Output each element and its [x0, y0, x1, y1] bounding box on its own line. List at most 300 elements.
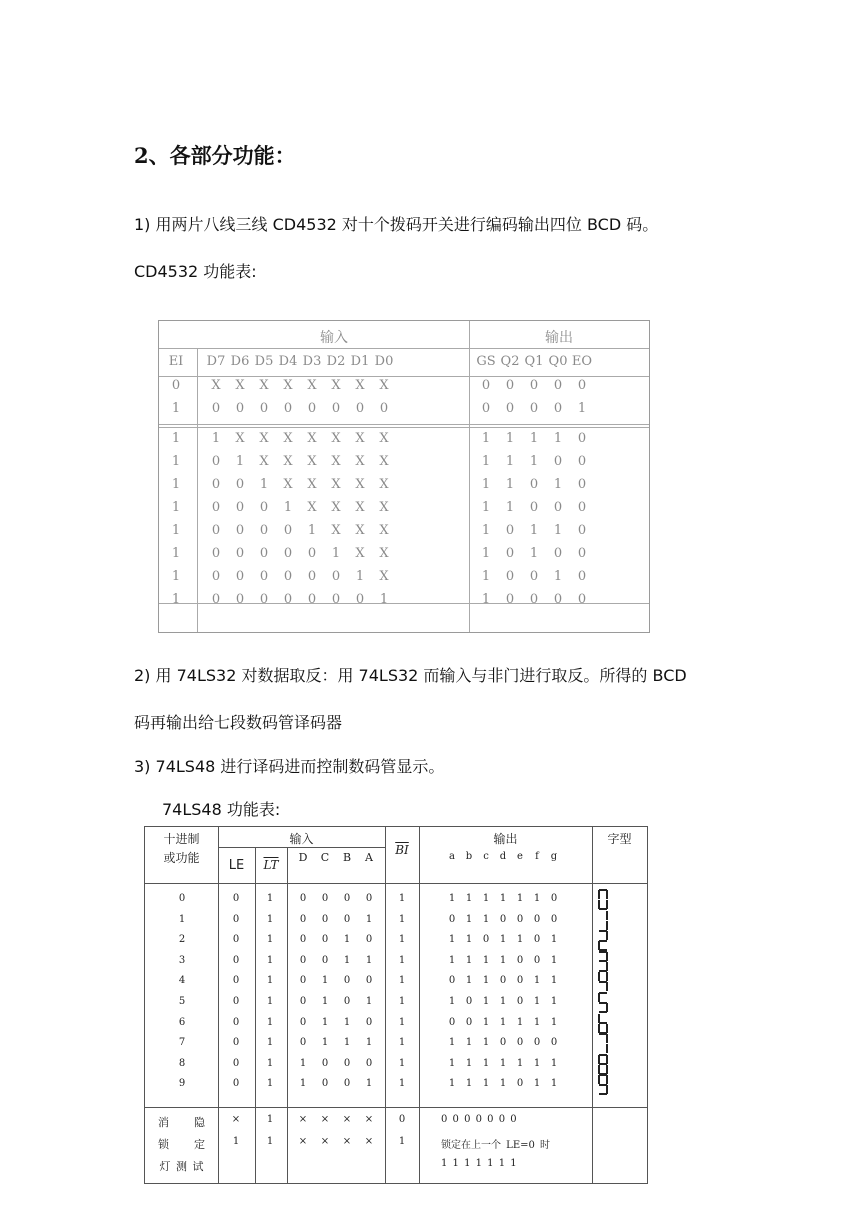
divider: [197, 348, 198, 632]
table-cell: 0: [577, 523, 587, 538]
table-cell: 1: [171, 431, 181, 446]
row-output-bit: 1: [550, 1016, 558, 1028]
table-cell: 0: [529, 592, 539, 607]
table-cell: 1: [553, 569, 563, 584]
row-lt: 1: [266, 893, 274, 904]
divider: [385, 827, 386, 1183]
row-bi: 1: [398, 954, 406, 966]
table-cell: 1: [505, 431, 515, 446]
table-cell: 0: [235, 477, 245, 492]
row-input-bit: 1: [321, 996, 329, 1007]
table-cell: 1: [171, 546, 181, 561]
table-cell: 1: [553, 477, 563, 492]
special-input-bit: ×: [342, 1114, 352, 1125]
row-output-bit: 1: [499, 1016, 507, 1028]
glyph-segment: [598, 890, 600, 899]
table-cell: 1: [283, 500, 293, 515]
row-input-bit: 1: [299, 1057, 307, 1069]
table-cell: 0: [553, 592, 563, 607]
row-output-bit: 1: [482, 1016, 490, 1028]
row-output-bit: 0: [533, 913, 541, 925]
row-output-bit: 1: [465, 1078, 473, 1090]
row-output-bit: 1: [533, 1016, 541, 1028]
special-le: ×: [231, 1114, 241, 1125]
row-output-bit: 1: [465, 1057, 473, 1069]
table-cell: X: [379, 523, 389, 538]
table-cell: 0: [235, 592, 245, 607]
table-cell: 0: [355, 401, 365, 416]
table-cell: 0: [307, 592, 317, 607]
divider: [159, 348, 649, 349]
row-output-bit: 1: [465, 913, 473, 925]
table-cell: 0: [355, 592, 365, 607]
table-cell: 0: [553, 401, 563, 416]
row-bi: 1: [398, 996, 406, 1007]
divider: [255, 847, 256, 1183]
header-glyph: 字型: [607, 832, 632, 846]
row-output-bit: 1: [499, 954, 507, 966]
row-input-bit: 0: [343, 893, 351, 904]
header-segment: f: [535, 851, 539, 862]
row-output-bit: 1: [465, 893, 473, 904]
table-cell: 1: [259, 477, 269, 492]
special-input-bit: ×: [298, 1136, 308, 1147]
digit-glyph: [597, 951, 609, 973]
row-output-bit: 1: [448, 996, 456, 1007]
row-lt: 1: [266, 1016, 274, 1028]
row-input-bit: 0: [365, 1057, 373, 1069]
divider: [218, 827, 219, 1183]
table-cell: 0: [235, 500, 245, 515]
glyph-segment: [599, 960, 607, 962]
table-cell: X: [307, 454, 317, 469]
row-output-bit: 1: [465, 975, 473, 987]
table-cell: X: [259, 431, 269, 446]
section-heading: 2、各部分功能：: [134, 143, 296, 168]
row-le: 0: [232, 1078, 240, 1090]
table-cell: X: [235, 378, 245, 393]
row-output-bit: 0: [516, 996, 524, 1007]
table-cell: 1: [355, 569, 365, 584]
special-func: 灯 测 试: [159, 1160, 205, 1173]
table-cell: 0: [211, 592, 221, 607]
table-cell: 1: [171, 592, 181, 607]
row-le: 0: [232, 913, 240, 925]
row-output-bit: 0: [516, 954, 524, 966]
header-lt: $\overline{LT}$: [263, 858, 279, 872]
row-output-bit: 1: [550, 1078, 558, 1090]
table-cell: X: [379, 378, 389, 393]
row-input-bit: 0: [299, 893, 307, 904]
glyph-segment: [598, 1024, 600, 1033]
table-cell: 0: [283, 569, 293, 584]
table-cell: X: [355, 477, 365, 492]
row-output-bit: 1: [448, 1078, 456, 1090]
row-input-bit: 0: [365, 934, 373, 946]
row-func: 0: [178, 893, 186, 904]
row-output-bit: 0: [533, 934, 541, 946]
table-cell: 1: [529, 546, 539, 561]
table-cell: 0: [235, 523, 245, 538]
row-output-bit: 1: [550, 975, 558, 987]
row-output-bit: 1: [465, 954, 473, 966]
table-cell: 0: [283, 592, 293, 607]
divider: [419, 827, 420, 1183]
table-cell: 1: [553, 431, 563, 446]
special-func: 消 隐: [158, 1116, 206, 1129]
table-cell: 1: [481, 477, 491, 492]
table-cell: 0: [259, 592, 269, 607]
row-lt: 1: [266, 1057, 274, 1069]
row-output-bit: 1: [516, 893, 524, 904]
column-header: D6: [230, 354, 250, 369]
column-header: Q2: [500, 354, 520, 369]
divider: [469, 321, 470, 632]
digit-glyph: [597, 992, 609, 1014]
table-cell: 1: [171, 477, 181, 492]
digit-glyph: [597, 910, 609, 932]
row-le: 0: [232, 893, 240, 904]
table-cell: X: [331, 500, 341, 515]
table-cell: 0: [529, 569, 539, 584]
header-segment: c: [483, 851, 489, 862]
row-lt: 1: [266, 975, 274, 987]
table-cell: 0: [307, 546, 317, 561]
table-cell: X: [283, 477, 293, 492]
special-lt: 1: [266, 1114, 274, 1125]
cd4532-function-table: [158, 320, 650, 633]
glyph-segment: [599, 940, 607, 942]
header-segment: b: [465, 851, 473, 862]
special-output: 1 1 1 1 1 1 1: [441, 1158, 517, 1169]
table-cell: 0: [379, 401, 389, 416]
ls48-function-table: [144, 826, 648, 1184]
row-output-bit: 1: [499, 893, 507, 904]
row-output-bit: 0: [533, 1037, 541, 1049]
table-cell: 0: [235, 401, 245, 416]
glyph-segment: [599, 1063, 607, 1065]
glyph-segment: [599, 1022, 607, 1024]
column-header: D2: [326, 354, 346, 369]
table-cell: X: [355, 546, 365, 561]
table-cell: X: [331, 477, 341, 492]
row-input-bit: 0: [299, 975, 307, 987]
table-cell: 0: [529, 477, 539, 492]
row-output-bit: 1: [465, 1037, 473, 1049]
row-input-bit: 0: [321, 954, 329, 966]
digit-glyph: [597, 930, 609, 952]
digit-glyph: [597, 1054, 609, 1076]
row-input-bit: 0: [343, 996, 351, 1007]
table-cell: X: [331, 454, 341, 469]
row-output-bit: 1: [533, 975, 541, 987]
row-lt: 1: [266, 954, 274, 966]
row-output-bit: 0: [516, 1078, 524, 1090]
row-output-bit: 1: [533, 996, 541, 1007]
glyph-segment: [599, 981, 607, 983]
table-cell: 0: [577, 431, 587, 446]
row-output-bit: 1: [448, 934, 456, 946]
table-cell: X: [211, 378, 221, 393]
table-cell: 0: [235, 569, 245, 584]
special-func: 锁 定: [158, 1138, 206, 1151]
row-input-bit: 0: [299, 934, 307, 946]
header-input-bit: C: [320, 851, 330, 864]
divider: [159, 376, 649, 377]
divider: [592, 827, 593, 1183]
row-output-bit: 1: [448, 1057, 456, 1069]
header-segment: g: [550, 851, 558, 862]
table-cell: 0: [211, 401, 221, 416]
row-input-bit: 1: [343, 1037, 351, 1049]
table-cell: X: [379, 477, 389, 492]
row-le: 0: [232, 954, 240, 966]
header-input-bit: D: [298, 851, 308, 864]
table-cell: X: [307, 500, 317, 515]
table-cell: X: [259, 454, 269, 469]
row-input-bit: 1: [365, 1037, 373, 1049]
table-cell: X: [331, 378, 341, 393]
column-header: D1: [350, 354, 370, 369]
table-cell: 0: [283, 546, 293, 561]
column-header: Q0: [548, 354, 568, 369]
table-cell: 0: [235, 546, 245, 561]
table-cell: 1: [481, 431, 491, 446]
row-output-bit: 0: [465, 996, 473, 1007]
row-input-bit: 0: [343, 1078, 351, 1090]
divider: [145, 1107, 647, 1108]
table-cell: 0: [307, 569, 317, 584]
row-bi: 1: [398, 913, 406, 925]
row-lt: 1: [266, 1037, 274, 1049]
row-output-bit: 1: [482, 996, 490, 1007]
column-header: EI: [168, 354, 184, 369]
row-output-bit: 0: [482, 934, 490, 946]
special-input-bit: ×: [298, 1114, 308, 1125]
divider: [159, 427, 649, 428]
table-cell: 0: [553, 500, 563, 515]
row-bi: 1: [398, 1078, 406, 1090]
table-cell: 1: [481, 500, 491, 515]
divider: [218, 847, 385, 848]
row-input-bit: 0: [299, 954, 307, 966]
table-cell: 0: [259, 523, 269, 538]
header-input-bit: A: [365, 851, 373, 864]
row-input-bit: 0: [365, 975, 373, 987]
digit-glyph: [597, 1033, 609, 1055]
header-input-bit: B: [342, 851, 352, 864]
row-output-bit: 1: [499, 1057, 507, 1069]
table-cell: 1: [171, 401, 181, 416]
glyph-segment: [599, 1084, 607, 1086]
header-input: 输入: [289, 832, 314, 846]
column-header: D4: [278, 354, 298, 369]
row-lt: 1: [266, 913, 274, 925]
row-le: 0: [232, 996, 240, 1007]
table-cell: 0: [171, 378, 181, 393]
row-func: 5: [178, 996, 186, 1007]
row-output-bit: 1: [465, 934, 473, 946]
glyph-segment: [606, 921, 608, 930]
table-cell: 0: [553, 454, 563, 469]
row-output-bit: 0: [499, 975, 507, 987]
header-func-line2: 或功能: [163, 851, 200, 865]
digit-glyph: [597, 971, 609, 993]
table-cell: 1: [529, 523, 539, 538]
paragraph-1: 1) 用两片八线三线 CD4532 对十个拨码开关进行编码输出四位 BCD 码。: [134, 215, 659, 234]
row-output-bit: 0: [516, 1037, 524, 1049]
table-cell: X: [331, 523, 341, 538]
row-input-bit: 1: [343, 934, 351, 946]
group-header-input: 输入: [320, 330, 348, 346]
table-cell: 0: [505, 546, 515, 561]
header-segment: e: [517, 851, 523, 862]
table-cell: 0: [577, 546, 587, 561]
row-output-bit: 1: [533, 1078, 541, 1090]
glyph-segment: [599, 1002, 607, 1004]
row-le: 0: [232, 1057, 240, 1069]
divider: [287, 847, 288, 1183]
digit-glyph: [597, 1074, 609, 1096]
table-cell: 1: [379, 592, 389, 607]
column-header: GS: [476, 354, 496, 369]
row-output-bit: 0: [448, 1016, 456, 1028]
table-cell: X: [379, 431, 389, 446]
digit-glyph: [597, 889, 609, 911]
row-func: 7: [178, 1037, 186, 1049]
row-func: 9: [178, 1078, 186, 1090]
table-cell: 0: [505, 401, 515, 416]
table-cell: 1: [481, 569, 491, 584]
table-cell: 0: [505, 592, 515, 607]
row-output-bit: 1: [482, 1078, 490, 1090]
table-cell: 1: [505, 454, 515, 469]
table-cell: 1: [171, 500, 181, 515]
header-segment: d: [499, 851, 507, 862]
table-cell: 0: [505, 569, 515, 584]
table-cell: 1: [529, 454, 539, 469]
row-output-bit: 1: [482, 975, 490, 987]
row-output-bit: 0: [499, 913, 507, 925]
table-cell: X: [331, 431, 341, 446]
cd4532-caption: CD4532 功能表:: [134, 262, 257, 281]
special-bi: 0: [398, 1114, 406, 1125]
row-le: 0: [232, 1016, 240, 1028]
table-cell: 0: [331, 569, 341, 584]
glyph-segment: [598, 1065, 600, 1074]
row-output-bit: 0: [550, 893, 558, 904]
row-output-bit: 0: [533, 954, 541, 966]
table-cell: X: [307, 431, 317, 446]
row-input-bit: 0: [299, 1037, 307, 1049]
row-lt: 1: [266, 934, 274, 946]
row-input-bit: 1: [365, 1078, 373, 1090]
row-lt: 1: [266, 996, 274, 1007]
row-bi: 1: [398, 1037, 406, 1049]
row-output-bit: 1: [482, 1037, 490, 1049]
glyph-segment: [606, 890, 608, 899]
row-output-bit: 1: [448, 954, 456, 966]
column-header: EO: [571, 354, 593, 369]
special-input-bit: ×: [342, 1136, 352, 1147]
glyph-segment: [599, 992, 607, 994]
table-cell: 0: [283, 401, 293, 416]
table-cell: X: [355, 500, 365, 515]
glyph-segment: [606, 911, 608, 920]
row-output-bit: 1: [516, 1057, 524, 1069]
row-output-bit: 1: [448, 1037, 456, 1049]
row-input-bit: 1: [365, 996, 373, 1007]
table-cell: 0: [211, 477, 221, 492]
row-input-bit: 1: [365, 913, 373, 925]
row-output-bit: 0: [550, 913, 558, 925]
row-output-bit: 0: [516, 975, 524, 987]
row-input-bit: 0: [299, 996, 307, 1007]
row-bi: 1: [398, 934, 406, 946]
table-cell: 0: [211, 500, 221, 515]
row-input-bit: 1: [321, 975, 329, 987]
table-cell: 0: [307, 401, 317, 416]
table-cell: 0: [505, 523, 515, 538]
table-cell: X: [379, 454, 389, 469]
row-input-bit: 0: [343, 975, 351, 987]
column-header: D5: [254, 354, 274, 369]
glyph-segment: [606, 982, 608, 991]
glyph-segment: [598, 900, 600, 909]
table-cell: 0: [577, 454, 587, 469]
table-cell: X: [355, 378, 365, 393]
row-input-bit: 0: [321, 1078, 329, 1090]
table-cell: 0: [211, 454, 221, 469]
table-cell: 0: [259, 500, 269, 515]
row-le: 0: [232, 1037, 240, 1049]
table-cell: 1: [481, 454, 491, 469]
table-cell: 0: [577, 378, 587, 393]
table-cell: 0: [331, 401, 341, 416]
table-cell: X: [355, 523, 365, 538]
table-cell: 1: [505, 477, 515, 492]
paragraph-2b: 码再输出给七段数码管译码器: [134, 713, 343, 732]
row-input-bit: 0: [321, 1057, 329, 1069]
row-output-bit: 1: [533, 893, 541, 904]
special-le: 1: [232, 1136, 240, 1147]
row-input-bit: 1: [343, 1016, 351, 1028]
row-input-bit: 0: [321, 893, 329, 904]
table-cell: 0: [577, 569, 587, 584]
row-output-bit: 1: [533, 1057, 541, 1069]
table-cell: 0: [577, 477, 587, 492]
paragraph-3: 3) 74LS48 进行译码进而控制数码管显示。: [134, 757, 445, 776]
table-cell: 0: [331, 592, 341, 607]
table-cell: X: [355, 454, 365, 469]
table-cell: 1: [307, 523, 317, 538]
header-output: 输出: [493, 832, 518, 846]
row-output-bit: 1: [550, 934, 558, 946]
table-cell: 0: [529, 500, 539, 515]
row-input-bit: 0: [299, 1016, 307, 1028]
row-output-bit: 1: [482, 913, 490, 925]
row-func: 3: [178, 954, 186, 966]
table-cell: 1: [211, 431, 221, 446]
header-segment: a: [449, 851, 455, 862]
column-header: D3: [302, 354, 322, 369]
row-output-bit: 1: [550, 954, 558, 966]
table-cell: 0: [259, 569, 269, 584]
table-cell: 1: [505, 500, 515, 515]
ls48-caption: 74LS48 功能表:: [162, 800, 281, 819]
row-input-bit: 0: [343, 913, 351, 925]
table-cell: 1: [577, 401, 587, 416]
